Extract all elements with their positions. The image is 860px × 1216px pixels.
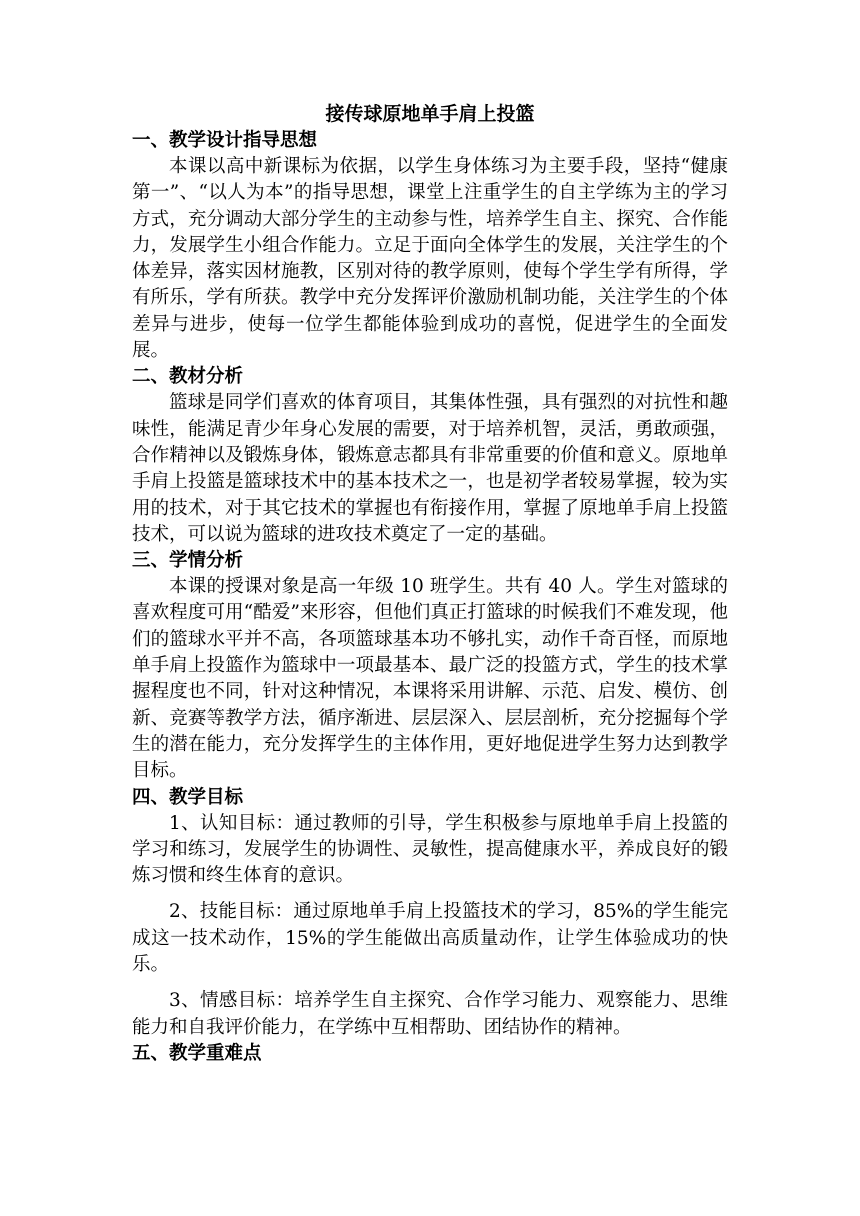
section-paragraph-material-analysis: 篮球是同学们喜欢的体育项目，其集体性强，具有强烈的对抗性和趣味性，能满足青少年身心发展的需要，对于培养机智，灵活，勇敢顽强，合作精神以及锻炼身体，锻炼意志都具有非常重要的价值和意义。原地单手肩上投篮是篮球技术中的基本技术之一，也是初学者较易掌握，较为实用的技术，对于其它技术的掌握也有衔接作用，掌握了原地单手肩上投篮技术，可以说为篮球的进攻技术奠定了一定的基础。 <box>132 392 728 545</box>
section-paragraph-guiding-ideology: 本课以高中新课标为依据，以学生身体练习为主要手段，坚持“健康第一”、“以人为本”的指导思想，课堂上注重学生的自主学练为主的学习方式，充分调动大部分学生的主动参与性，培养学生自主、探究、合作能力，发展学生小组合作能力。立足于面向全体学生的发展，关注学生的个体差异，落实因材施教，区别对待的教学原则，使每个学生学有所得，学有所乐，学有所获。教学中充分发挥评价激励机制功能，关注学生的个体差异与进步，使每一位学生都能体验到成功的喜悦，促进学生的全面发展。 <box>132 156 728 362</box>
document-page <box>132 100 728 1067</box>
goal-skill: 2、技能目标：通过原地单手肩上投篮技术的学习，85%的学生能完成这一技术动作，15%的学生能做出高质量动作，让学生体验成功的快乐。 <box>132 901 728 976</box>
document-title: 接传球原地单手肩上投篮 <box>325 103 535 125</box>
goal-cognitive: 1、认知目标：通过教师的引导，学生积极参与原地单手肩上投篮的学习和练习，发展学生的协调性、灵敏性，提高健康水平，养成良好的锻炼习惯和终生体育的意识。 <box>132 812 728 887</box>
section-heading-teaching-goals: 四、教学目标 <box>132 786 244 808</box>
section-heading-material-analysis: 二、教材分析 <box>132 366 244 388</box>
section-heading-key-difficulties: 五、教学重难点 <box>132 1042 262 1064</box>
section-heading-guiding-ideology: 一、教学设计指导思想 <box>132 130 318 151</box>
section-paragraph-student-analysis: 本课的授课对象是高一年级 10 班学生。共有 40 人。学生对篮球的喜欢程度可用“酷爱”来形容，但他们真正打篮球的时候我们不难发现，他们的篮球水平并不高，各项篮球基本功不够扎实，动作千奇百怪，而原地单手肩上投篮作为篮球中一项最基本、最广泛的投篮方式，学生的技术掌握程度也不同，针对这种情况，本课将采用讲解、示范、启发、模仿、创新、竞赛等教学方法，循序渐进、层层深入、层层剖析，充分挖掘每个学生的潜在能力，充分发挥学生的主体作用，更好地促进学生努力达到教学目标。 <box>132 576 728 782</box>
goal-emotional: 3、情感目标：培养学生自主探究、合作学习能力、观察能力、思维能力和自我评价能力，在学练中互相帮助、团结协作的精神。 <box>132 990 728 1038</box>
section-heading-student-analysis: 三、学情分析 <box>132 550 244 572</box>
